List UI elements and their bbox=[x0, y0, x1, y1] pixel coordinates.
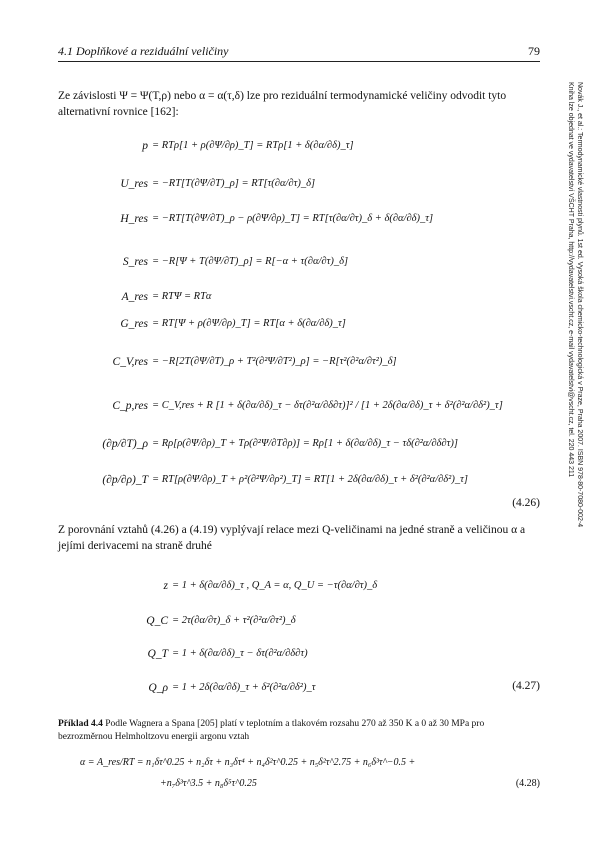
equation-number: (4.28) bbox=[515, 778, 540, 789]
equation-lhs: C_p,res bbox=[112, 400, 148, 412]
equation-number: (4.27) bbox=[512, 680, 540, 692]
example-text: Podle Wagnera a Spana [205] platí v teplotním a tlakovém rozsahu 270 až 350 K a 0 až 30 MPa pro bezrozměrnou Helmholtzovu energii argonu vztah bbox=[58, 719, 485, 742]
page-number: 79 bbox=[528, 44, 540, 58]
section-title: 4.1 Doplňkové a reziduální veličiny bbox=[58, 44, 229, 58]
alpha-equation-line2: +n₇δ³τ^3.5 + n₈δ⁵τ^0.25 bbox=[160, 778, 257, 789]
equation-lhs: (∂p/∂T)_ρ bbox=[102, 438, 148, 450]
equation-lhs: G_res bbox=[120, 318, 148, 330]
example-label: Příklad 4.4 bbox=[58, 719, 103, 729]
equation-rhs: = Rρ[ρ(∂Ψ/∂ρ)_T + Tρ(∂²Ψ/∂T∂ρ)] = Rρ[1 + δ(∂α/∂δ)_τ − τδ(∂²α/∂δ∂τ)] bbox=[152, 438, 458, 449]
equation-lhs: (∂p/∂ρ)_T bbox=[102, 474, 148, 486]
q-equation-lhs: Q_ρ bbox=[148, 682, 168, 694]
q-equation-lhs: Q_C bbox=[146, 615, 168, 627]
equation-rhs: = RT[Ψ + ρ(∂Ψ/∂ρ)_T] = RT[α + δ(∂α/∂δ)_τ] bbox=[152, 318, 346, 329]
q-equation-rhs: = 1 + δ(∂α/∂δ)_τ , Q_A = α, Q_U = −τ(∂α/∂τ)_δ bbox=[172, 580, 378, 591]
equation-rhs: = RT[ρ(∂Ψ/∂ρ)_T + ρ²(∂²Ψ/∂ρ²)_T] = RT[1 + 2δ(∂α/∂δ)_τ + δ²(∂²α/∂δ²)_τ] bbox=[152, 474, 468, 485]
q-equation-rhs: = 1 + 2δ(∂α/∂δ)_τ + δ²(∂²α/∂δ²)_τ bbox=[172, 682, 316, 693]
alpha-equation-line1: α = A_res/RT = n₁δτ^0.25 + n₂δτ + n₃δτ⁴ + n₄δ²τ^0.25 + n₅δ²τ^2.75 + n₆δ³τ^−0.5 + bbox=[80, 757, 416, 768]
equation-lhs: U_res bbox=[120, 178, 148, 190]
equation-rhs: = RTρ[1 + ρ(∂Ψ/∂ρ)_T] = RTρ[1 + δ(∂α/∂δ)_τ] bbox=[152, 140, 354, 151]
equation-rhs: = RTΨ = RTα bbox=[152, 291, 212, 302]
equation-rhs: = C_V,res + R [1 + δ(∂α/∂δ)_τ − δτ(∂²α/∂δ∂τ)]² / [1 + 2δ(∂α/∂δ)_τ + δ²(∂²α/∂δ²)_τ] bbox=[152, 400, 503, 411]
q-equation-lhs: Q_T bbox=[147, 648, 168, 660]
side-note-line2: Kniha lze objednat ve vydavatelství VŠCHT Praha, http://vydavatelstvi.vscht.cz, e-mail vydavatelstvi@vscht.cz, tel. 220 443 211 bbox=[567, 82, 574, 478]
header-rule bbox=[58, 61, 540, 62]
side-note bbox=[566, 82, 584, 642]
example-paragraph bbox=[58, 718, 540, 744]
intro-paragraph: Ze závislosti Ψ = Ψ(T,ρ) nebo α = α(τ,δ) lze pro reziduální termodynamické veličiny odvodit tyto alternativní rovnice [162]: bbox=[58, 90, 507, 118]
equation-rhs: = −RT[T(∂Ψ/∂T)_ρ − ρ(∂Ψ/∂ρ)_T] = RT[τ(∂α/∂τ)_δ + δ(∂α/∂δ)_τ] bbox=[152, 213, 434, 224]
equation-number: (4.26) bbox=[512, 497, 540, 509]
equation-rhs: = −RT[T(∂Ψ/∂T)_ρ] = RT[τ(∂α/∂τ)_δ] bbox=[152, 178, 316, 189]
equation-rhs: = −R[2T(∂Ψ/∂T)_ρ + T²(∂²Ψ/∂T²)_ρ] = −R[τ²(∂²α/∂τ²)_δ] bbox=[152, 356, 397, 367]
equation-rhs: = −R[Ψ + T(∂Ψ/∂T)_ρ] = R[−α + τ(∂α/∂τ)_δ] bbox=[152, 256, 349, 267]
equation-lhs: H_res bbox=[120, 213, 148, 225]
paragraph-q-relations: Z porovnání vztahů (4.26) a (4.19) vyplývají relace mezi Q-veličinami na jedné straně a veličinou α a jejími derivacemi na straně druhé bbox=[58, 524, 526, 552]
equation-lhs: A_res bbox=[121, 291, 148, 303]
equation-lhs: S_res bbox=[122, 256, 148, 268]
q-equation-rhs: = 2τ(∂α/∂τ)_δ + τ²(∂²α/∂τ²)_δ bbox=[172, 615, 296, 626]
q-equation-lhs: z bbox=[163, 580, 168, 592]
q-equation-rhs: = 1 + δ(∂α/∂δ)_τ − δτ(∂²α/∂δ∂τ) bbox=[172, 648, 308, 659]
equation-lhs: p bbox=[142, 140, 148, 152]
equation-lhs: C_V,res bbox=[112, 356, 148, 368]
side-note-line1: Novák J., et al.: Termodynamické vlastnosti plynů. 1st ed. Vysoká škola chemicko-technologická v Praze, Praha 2007. ISBN 978-80-7080-002-4 bbox=[576, 82, 583, 528]
